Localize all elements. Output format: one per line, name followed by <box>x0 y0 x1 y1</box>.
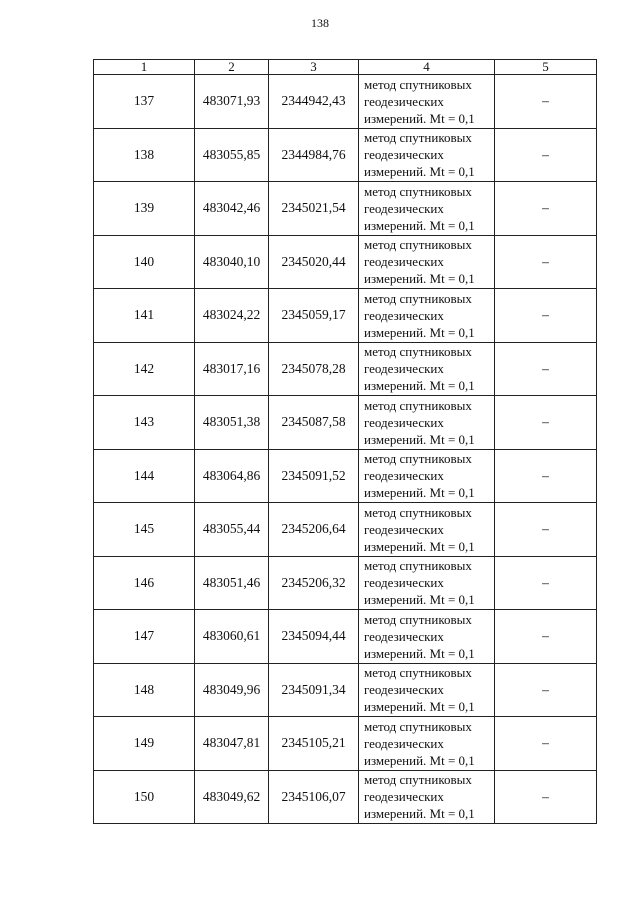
y-coordinate-cell: 2345094,44 <box>269 610 359 664</box>
y-coordinate-cell: 2345105,21 <box>269 717 359 771</box>
note-cell: – <box>495 610 597 664</box>
method-line: метод спутниковых <box>364 772 472 788</box>
point-number-cell: 145 <box>94 503 195 557</box>
header-col-3: 3 <box>269 60 359 75</box>
method-line: геодезических <box>364 361 444 377</box>
x-coordinate-cell: 483051,38 <box>195 396 269 450</box>
note-cell: – <box>495 503 597 557</box>
table-row <box>94 717 597 771</box>
table-row <box>94 235 597 289</box>
point-number-cell: 147 <box>94 610 195 664</box>
method-line: метод спутниковых <box>364 504 472 520</box>
note-cell: – <box>495 396 597 450</box>
method-cell <box>359 75 495 129</box>
method-line: геодезических <box>364 307 444 323</box>
method-line: измерений. Mt = 0,1 <box>364 324 475 340</box>
y-coordinate-cell: 2345087,58 <box>269 396 359 450</box>
method-line: геодезических <box>364 789 444 805</box>
table-row <box>94 610 597 664</box>
method-line: геодезических <box>364 628 444 644</box>
x-coordinate-cell: 483060,61 <box>195 610 269 664</box>
method-line: измерений. Mt = 0,1 <box>364 378 475 394</box>
table-row <box>94 556 597 610</box>
y-coordinate-cell: 2345206,32 <box>269 556 359 610</box>
method-cell <box>359 556 495 610</box>
method-line: измерений. Mt = 0,1 <box>364 431 475 447</box>
y-coordinate-cell: 2345091,52 <box>269 449 359 503</box>
page-number: 138 <box>311 16 329 30</box>
method-line: измерений. Mt = 0,1 <box>364 806 475 822</box>
point-number-cell: 146 <box>94 556 195 610</box>
method-line: геодезических <box>364 521 444 537</box>
y-coordinate-cell: 2344984,76 <box>269 128 359 182</box>
method-line: геодезических <box>364 200 444 216</box>
method-line: метод спутниковых <box>364 76 472 92</box>
method-cell <box>359 770 495 824</box>
method-line: геодезических <box>364 147 444 163</box>
table-row <box>94 289 597 343</box>
method-cell <box>359 235 495 289</box>
method-cell <box>359 717 495 771</box>
note-cell: – <box>495 663 597 717</box>
note-cell: – <box>495 556 597 610</box>
y-coordinate-cell: 2345059,17 <box>269 289 359 343</box>
method-line: метод спутниковых <box>364 397 472 413</box>
x-coordinate-cell: 483049,62 <box>195 770 269 824</box>
table-row <box>94 75 597 129</box>
method-line: метод спутниковых <box>364 718 472 734</box>
point-number-cell: 141 <box>94 289 195 343</box>
header-col-4: 4 <box>359 60 495 75</box>
note-cell: – <box>495 449 597 503</box>
table-row <box>94 663 597 717</box>
table-row <box>94 503 597 557</box>
point-number-cell: 144 <box>94 449 195 503</box>
y-coordinate-cell: 2345206,64 <box>269 503 359 557</box>
method-line: геодезических <box>364 468 444 484</box>
note-cell: – <box>495 75 597 129</box>
method-line: метод спутниковых <box>364 237 472 253</box>
table-row <box>94 342 597 396</box>
point-number-cell: 148 <box>94 663 195 717</box>
method-line: метод спутниковых <box>364 344 472 360</box>
point-number-cell: 137 <box>94 75 195 129</box>
coordinates-table <box>93 59 597 824</box>
method-cell <box>359 342 495 396</box>
note-cell: – <box>495 182 597 236</box>
note-cell: – <box>495 342 597 396</box>
method-line: измерений. Mt = 0,1 <box>364 538 475 554</box>
point-number-cell: 140 <box>94 235 195 289</box>
method-line: метод спутниковых <box>364 665 472 681</box>
method-line: измерений. Mt = 0,1 <box>364 752 475 768</box>
header-col-2: 2 <box>195 60 269 75</box>
header-col-5: 5 <box>495 60 597 75</box>
y-coordinate-cell: 2345020,44 <box>269 235 359 289</box>
point-number-cell: 149 <box>94 717 195 771</box>
method-line: измерений. Mt = 0,1 <box>364 699 475 715</box>
y-coordinate-cell: 2344942,43 <box>269 75 359 129</box>
x-coordinate-cell: 483042,46 <box>195 182 269 236</box>
point-number-cell: 138 <box>94 128 195 182</box>
note-cell: – <box>495 128 597 182</box>
method-cell <box>359 610 495 664</box>
method-cell <box>359 449 495 503</box>
table-row <box>94 396 597 450</box>
note-cell: – <box>495 717 597 771</box>
table-row <box>94 449 597 503</box>
y-coordinate-cell: 2345106,07 <box>269 770 359 824</box>
x-coordinate-cell: 483024,22 <box>195 289 269 343</box>
table-header-row <box>94 60 597 75</box>
x-coordinate-cell: 483064,86 <box>195 449 269 503</box>
method-line: измерений. Mt = 0,1 <box>364 217 475 233</box>
method-line: метод спутниковых <box>364 611 472 627</box>
method-cell <box>359 396 495 450</box>
x-coordinate-cell: 483049,96 <box>195 663 269 717</box>
method-line: геодезических <box>364 254 444 270</box>
method-cell <box>359 182 495 236</box>
point-number-cell: 143 <box>94 396 195 450</box>
x-coordinate-cell: 483071,93 <box>195 75 269 129</box>
y-coordinate-cell: 2345091,34 <box>269 663 359 717</box>
method-line: метод спутниковых <box>364 290 472 306</box>
x-coordinate-cell: 483017,16 <box>195 342 269 396</box>
method-line: метод спутниковых <box>364 558 472 574</box>
method-line: измерений. Mt = 0,1 <box>364 271 475 287</box>
method-line: геодезических <box>364 575 444 591</box>
x-coordinate-cell: 483051,46 <box>195 556 269 610</box>
y-coordinate-cell: 2345021,54 <box>269 182 359 236</box>
method-line: метод спутниковых <box>364 451 472 467</box>
point-number-cell: 150 <box>94 770 195 824</box>
x-coordinate-cell: 483055,85 <box>195 128 269 182</box>
note-cell: – <box>495 289 597 343</box>
method-line: геодезических <box>364 735 444 751</box>
method-line: геодезических <box>364 682 444 698</box>
method-cell <box>359 128 495 182</box>
table-body <box>94 75 597 824</box>
point-number-cell: 142 <box>94 342 195 396</box>
method-line: измерений. Mt = 0,1 <box>364 592 475 608</box>
x-coordinate-cell: 483047,81 <box>195 717 269 771</box>
note-cell: – <box>495 235 597 289</box>
method-line: метод спутниковых <box>364 183 472 199</box>
x-coordinate-cell: 483055,44 <box>195 503 269 557</box>
table-row <box>94 128 597 182</box>
table-row <box>94 182 597 236</box>
y-coordinate-cell: 2345078,28 <box>269 342 359 396</box>
method-cell <box>359 289 495 343</box>
method-line: измерений. Mt = 0,1 <box>364 164 475 180</box>
method-line: геодезических <box>364 414 444 430</box>
method-line: измерений. Mt = 0,1 <box>364 645 475 661</box>
note-cell: – <box>495 770 597 824</box>
header-col-1: 1 <box>94 60 195 75</box>
point-number-cell: 139 <box>94 182 195 236</box>
table-row <box>94 770 597 824</box>
method-line: измерений. Mt = 0,1 <box>364 485 475 501</box>
method-line: измерений. Mt = 0,1 <box>364 110 475 126</box>
method-line: метод спутниковых <box>364 130 472 146</box>
method-line: геодезических <box>364 93 444 109</box>
method-cell <box>359 503 495 557</box>
method-cell <box>359 663 495 717</box>
x-coordinate-cell: 483040,10 <box>195 235 269 289</box>
